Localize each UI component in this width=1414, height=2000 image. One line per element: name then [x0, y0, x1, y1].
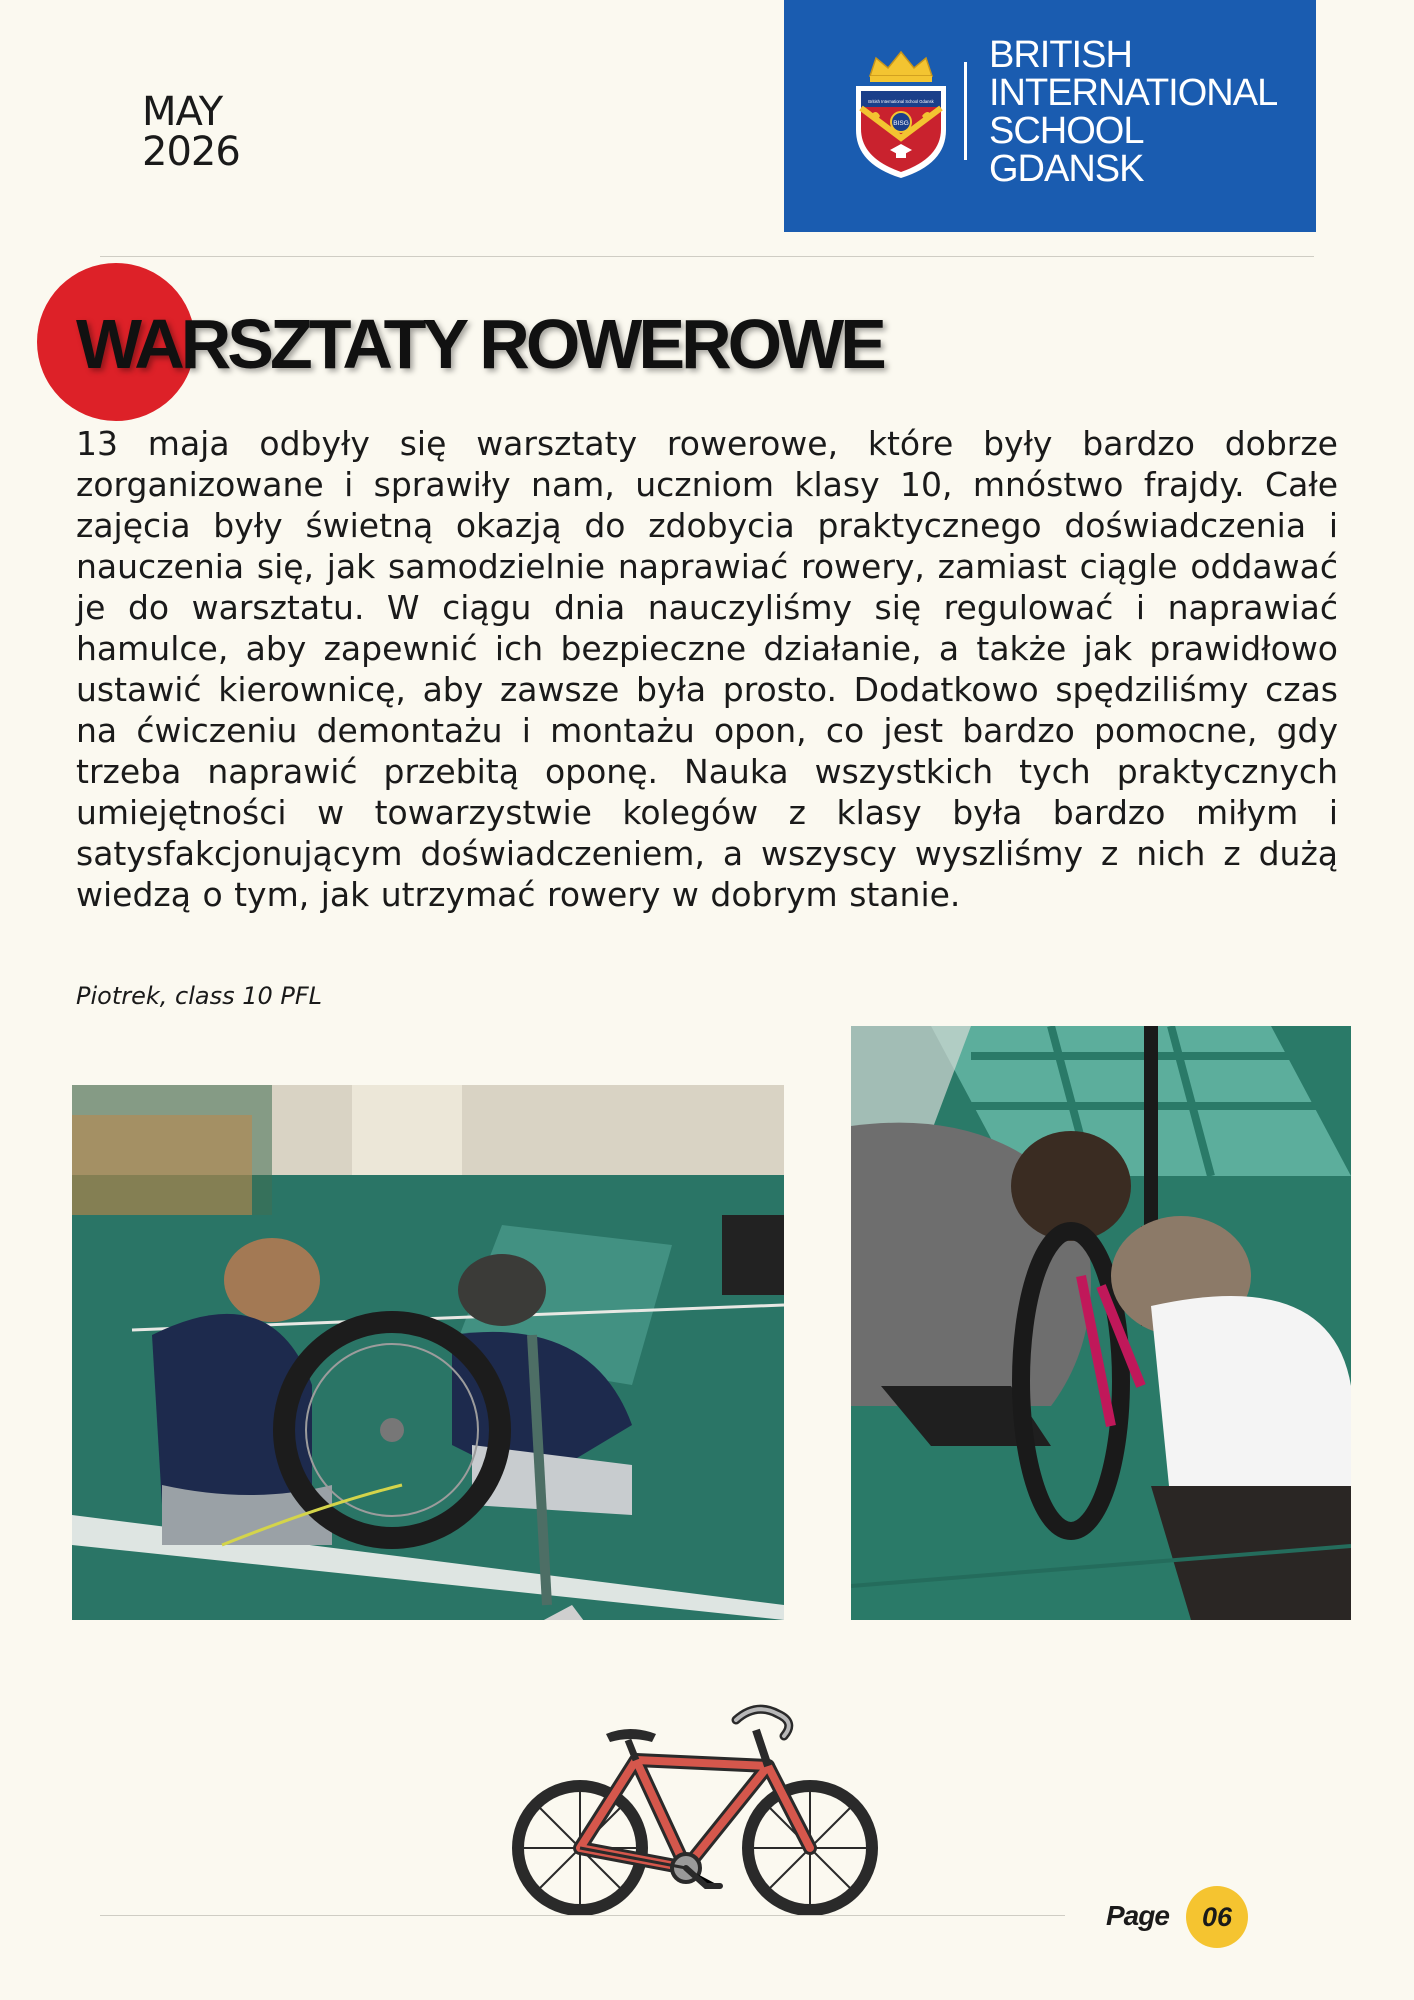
photo-students-bike-repair [851, 1026, 1351, 1620]
school-logo [784, 0, 1316, 232]
school-name-line: SCHOOL [989, 110, 1144, 152]
school-name-line: BRITISH [989, 34, 1132, 76]
logo-divider [964, 62, 967, 160]
article-title: WARSZTATY ROWEROWE [76, 305, 883, 383]
photo-students-tire-repair [72, 1085, 784, 1620]
school-name [989, 36, 1277, 188]
issue-month: MAY [142, 89, 223, 135]
article-body: 13 maja odbyły się warsztaty rowerowe, które były bardzo dobrze zorganizowane i sprawiły nam, uczniom klasy 10, mnóstwo frajdy. Całe zajęcia były świetną okazją do zdobycia praktycznego doświadczenia i nauczenia się, jak samodzielnie naprawiać rowery, zamiast ciągle oddawać je do warsztatu. W ciągu dnia nauczyliśmy się regulować i naprawiać hamulce, aby zapewnić ich bezpieczne działanie, a także jak prawidłowo ustawić kierownicę, aby zawsze była prosto. Dodatkowo spędziliśmy czas na ćwiczeniu demontażu i montażu opon, co jest bardzo pomocne, gdy trzeba naprawić przebitą oponę. Nauka wszystkich tych praktycznych umiejętności w towarzystwie kolegów z klasy była bardzo miłym i satysfakcjonującym doświadczeniem, a wszyscy wyszliśmy z nich z dużą wiedzą o tym, jak utrzymać rowery w dobrym stanie. [76, 424, 1338, 914]
page-number-badge: 06 [1186, 1886, 1248, 1948]
bicycle-illustration-icon [506, 1690, 888, 1922]
issue-date [142, 89, 240, 175]
article-byline: Piotrek, class 10 PFL [76, 982, 323, 1010]
school-name-line: INTERNATIONAL [989, 72, 1278, 114]
crest-label: British International School Gdansk [868, 99, 934, 104]
page-label: Page [1106, 1900, 1169, 1931]
crest-monogram: BISG [893, 120, 909, 127]
header-divider [100, 256, 1314, 257]
footer-divider [100, 1915, 1065, 1916]
issue-year: 2026 [142, 129, 240, 175]
school-name-line: GDANSK [989, 148, 1144, 190]
school-crest-icon [852, 46, 950, 182]
